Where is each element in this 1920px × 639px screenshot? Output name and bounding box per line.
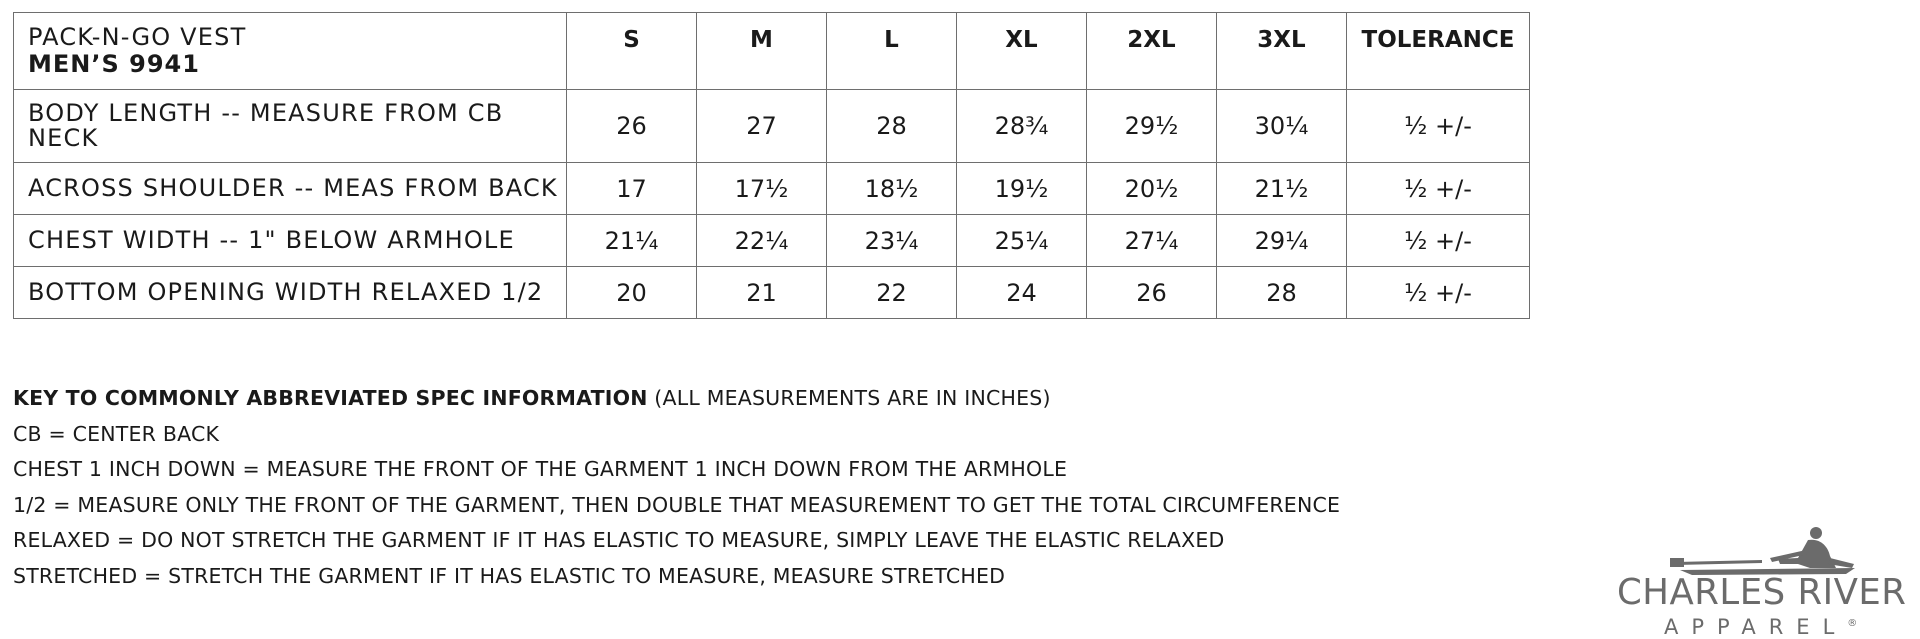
table-cell: 17½ bbox=[697, 163, 827, 215]
table-header-row bbox=[14, 13, 1530, 90]
brand-name: CHARLES RIVER bbox=[1617, 572, 1907, 613]
row-label: BODY LENGTH -- MEASURE FROM CB NECK bbox=[14, 90, 567, 163]
column-header: XL bbox=[957, 13, 1087, 90]
column-header: 2XL bbox=[1087, 13, 1217, 90]
brand-subtitle bbox=[1664, 615, 1857, 639]
table-cell: 29¼ bbox=[1217, 215, 1347, 267]
table-cell: 26 bbox=[1087, 267, 1217, 319]
table-cell: 28¾ bbox=[957, 90, 1087, 163]
table-row bbox=[14, 90, 1530, 163]
table-row bbox=[14, 163, 1530, 215]
key-line: CB = CENTER BACK bbox=[13, 421, 220, 446]
table-cell: 25¼ bbox=[957, 215, 1087, 267]
table-cell: 21 bbox=[697, 267, 827, 319]
product-heading-cell bbox=[14, 13, 567, 90]
table-row bbox=[14, 267, 1530, 319]
table-cell: 28 bbox=[827, 90, 957, 163]
table-cell: 27¼ bbox=[1087, 215, 1217, 267]
table-cell: 29½ bbox=[1087, 90, 1217, 163]
table-cell: 22 bbox=[827, 267, 957, 319]
column-header: L bbox=[827, 13, 957, 90]
tolerance-cell: ½ +/- bbox=[1347, 163, 1530, 215]
row-label: ACROSS SHOULDER -- MEAS FROM BACK bbox=[14, 163, 567, 215]
key-heading-line bbox=[13, 386, 1340, 422]
key-line: CHEST 1 INCH DOWN = MEASURE THE FRONT OF THE GARMENT 1 INCH DOWN FROM THE ARMHOLE bbox=[13, 457, 1068, 481]
key-heading: KEY TO COMMONLY ABBREVIATED SPEC INFORMATION bbox=[13, 386, 648, 410]
table-cell: 27 bbox=[697, 90, 827, 163]
table-row bbox=[14, 215, 1530, 267]
tolerance-cell: ½ +/- bbox=[1347, 90, 1530, 163]
product-title: PACK-N-GO VEST bbox=[28, 23, 247, 51]
column-header: M bbox=[697, 13, 827, 90]
row-label: CHEST WIDTH -- 1" BELOW ARMHOLE bbox=[14, 215, 567, 267]
abbreviation-key bbox=[13, 386, 1340, 599]
column-header: TOLERANCE bbox=[1347, 13, 1530, 90]
spec-table bbox=[13, 12, 1530, 319]
column-header: 3XL bbox=[1217, 13, 1347, 90]
brand-logo bbox=[1615, 520, 1920, 639]
table-cell: 22¼ bbox=[697, 215, 827, 267]
table-cell: 17 bbox=[567, 163, 697, 215]
tolerance-cell: ½ +/- bbox=[1347, 267, 1530, 319]
registered-mark: ® bbox=[1847, 618, 1858, 629]
table-cell: 30¼ bbox=[1217, 90, 1347, 163]
table-cell: 24 bbox=[957, 267, 1087, 319]
key-line: RELAXED = DO NOT STRETCH THE GARMENT IF IT HAS ELASTIC TO MEASURE, SIMPLY LEAVE THE ELASTIC RELAXED bbox=[13, 528, 1225, 552]
column-header: S bbox=[567, 13, 697, 90]
table-cell: 28 bbox=[1217, 267, 1347, 319]
table-cell: 23¼ bbox=[827, 215, 957, 267]
table-cell: 18½ bbox=[827, 163, 957, 215]
table-cell: 20½ bbox=[1087, 163, 1217, 215]
table-cell: 21½ bbox=[1217, 163, 1347, 215]
tolerance-cell: ½ +/- bbox=[1347, 215, 1530, 267]
product-style: MEN’S 9941 bbox=[28, 50, 200, 78]
table-cell: 26 bbox=[567, 90, 697, 163]
key-heading-note: (ALL MEASUREMENTS ARE IN INCHES) bbox=[647, 386, 1051, 410]
rower-icon bbox=[1670, 524, 1870, 576]
table-cell: 20 bbox=[567, 267, 697, 319]
row-label: BOTTOM OPENING WIDTH RELAXED 1/2 bbox=[14, 267, 567, 319]
brand-subtitle-text: APPAREL bbox=[1664, 615, 1848, 639]
key-line: STRETCHED = STRETCH THE GARMENT IF IT HAS ELASTIC TO MEASURE, MEASURE STRETCHED bbox=[13, 563, 1006, 588]
table-cell: 19½ bbox=[957, 163, 1087, 215]
table-cell: 21¼ bbox=[567, 215, 697, 267]
key-line: 1/2 = MEASURE ONLY THE FRONT OF THE GARMENT, THEN DOUBLE THAT MEASUREMENT TO GET THE TOTAL CIRCUMFERENCE bbox=[13, 492, 1341, 517]
